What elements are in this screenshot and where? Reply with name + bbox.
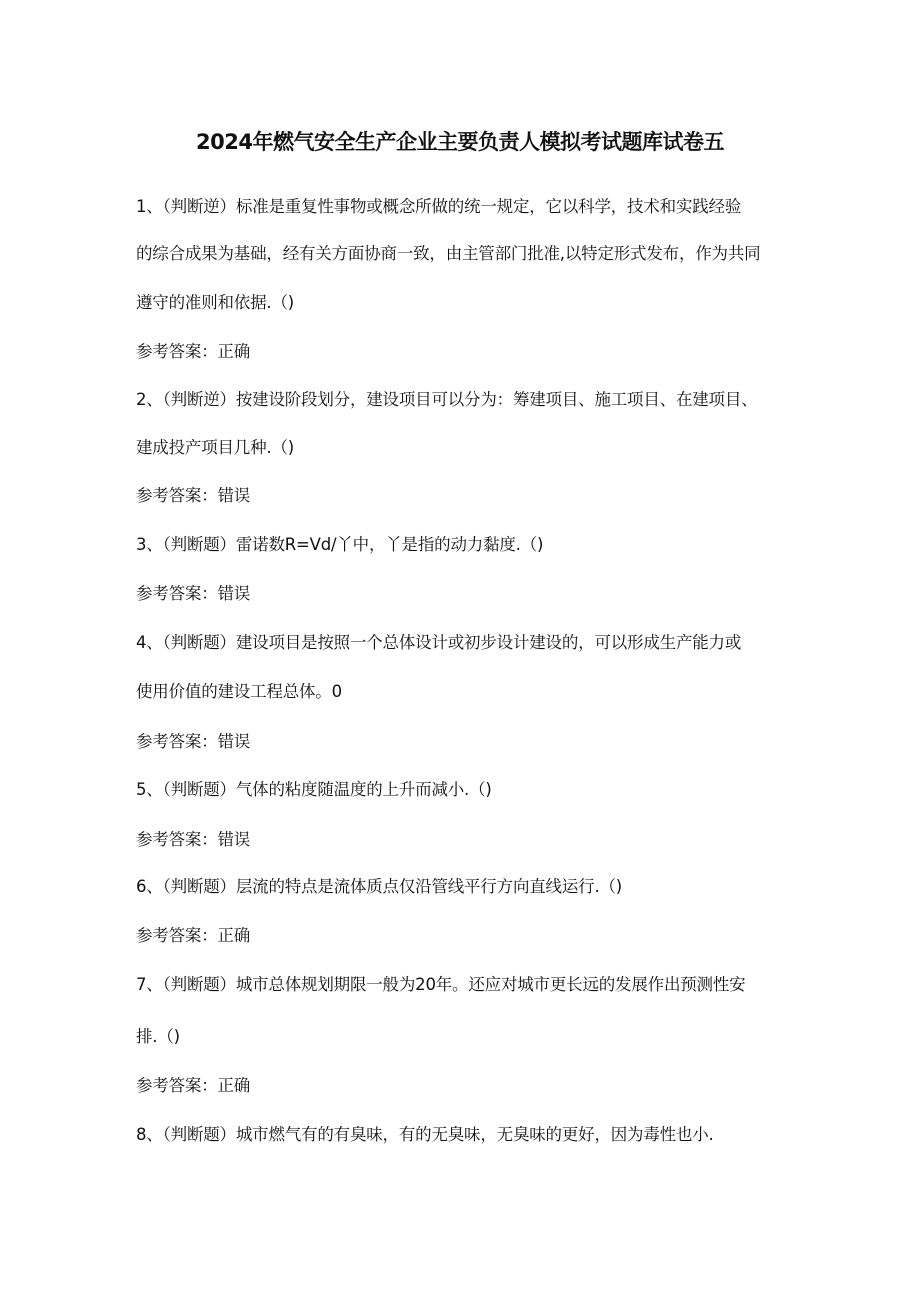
question-3-line-1: 3、（判断题）雷诺数R=Vd/丫中，丫是指的动力黏度.（) [136,535,544,554]
question-7-line-1: 7、（判断题）城市总体规划期限一般为20年。还应对城市更长远的发展作出预测性安 [136,975,746,994]
question-5-answer: 参考答案：错误 [136,830,251,849]
question-1-line-1: 1、（判断逆）标准是重复性事物或概念所做的统一规定，它以科学，技术和实践经验 [136,197,742,216]
question-3-answer: 参考答案：错误 [136,584,251,603]
question-7-answer: 参考答案：正确 [136,1076,251,1095]
question-4-answer: 参考答案：错误 [136,732,251,751]
question-2-answer: 参考答案：错误 [136,486,251,505]
question-4-line-1: 4、（判断题）建设项目是按照一个总体设计或初步设计建设的，可以形成生产能力或 [136,633,742,652]
question-1-line-2: 的综合成果为基础，经有关方面协商一致，由主管部门批准,以特定形式发布，作为共同 [136,244,761,263]
question-1-line-3: 遵守的准则和依据.（) [136,293,294,312]
question-4-line-2: 使用价值的建设工程总体。0 [136,682,342,701]
question-2-line-2: 建成投产项目几种.（) [136,438,294,457]
question-6-line-1: 6、（判断题）层流的特点是流体质点仅沿管线平行方向直线运行.（) [136,877,623,896]
document-title: 2024年燃气安全生产企业主要负责人模拟考试题库试卷五 [196,130,724,154]
question-1-answer: 参考答案：正确 [136,342,251,361]
question-7-line-2: 排.（) [136,1027,180,1046]
question-5-line-1: 5、（判断题）气体的粘度随温度的上升而减小.（) [136,780,492,799]
question-6-answer: 参考答案：正确 [136,926,251,945]
question-2-line-1: 2、（判断逆）按建设阶段划分，建设项目可以分为：筹建项目、施工项目、在建项目、 [136,390,758,409]
question-8-line-1: 8、（判断题）城市燃气有的有臭味，有的无臭味，无臭味的更好，因为毒性也小. [136,1125,714,1144]
